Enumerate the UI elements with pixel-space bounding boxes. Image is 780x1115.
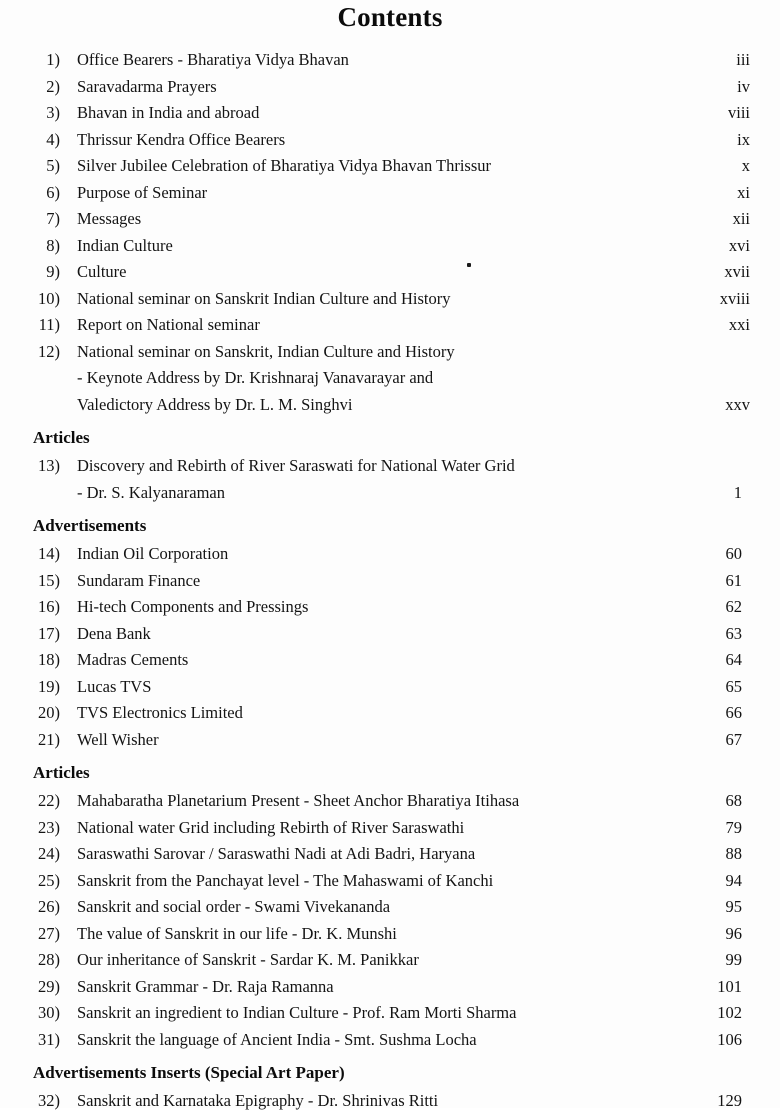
toc-entry-page-number: 106 [717, 1029, 742, 1049]
toc-entry[interactable] [0, 1088, 780, 1115]
toc-entry-title-line: Messages [77, 209, 142, 228]
toc-entry-number: 9) [46, 262, 60, 281]
toc-entry-title-line: The value of Sanskrit in our life - Dr. K. Munshi [77, 923, 397, 943]
toc-entry-subtitle-line: - Dr. S. Kalyanaraman [77, 482, 225, 502]
toc-entry-page-number: xi [737, 182, 750, 202]
toc-entry-page-number: 1 [733, 482, 742, 502]
toc-entry-title [60, 647, 646, 674]
toc-entry-page-number: 94 [725, 870, 742, 890]
toc-entry[interactable] [0, 594, 780, 621]
toc-entry-title [60, 206, 654, 233]
toc-entry[interactable] [0, 947, 780, 974]
toc-entry-number: 4) [46, 129, 60, 149]
toc-entry-title [60, 921, 646, 948]
toc-entry-title [60, 100, 654, 127]
table-of-contents [0, 47, 780, 1115]
toc-entry-page-number: xxv [725, 394, 750, 414]
toc-entry[interactable] [0, 100, 780, 127]
toc-entry-title [60, 815, 646, 842]
toc-entry[interactable] [0, 841, 780, 868]
toc-entry-title-line: Dena Bank [77, 623, 151, 643]
toc-entry-page-number: 62 [725, 597, 742, 616]
toc-entry-page-number: 79 [725, 817, 742, 837]
toc-entry-number: 15) [38, 570, 60, 590]
toc-entry-page-number: 102 [717, 1003, 742, 1022]
toc-entry-page-number: 65 [725, 676, 742, 696]
toc-entry-title [60, 153, 654, 180]
toc-entry-page-number: 64 [725, 650, 742, 669]
toc-entry[interactable] [0, 974, 780, 1001]
toc-entry-page-number: 68 [725, 791, 742, 810]
toc-entry[interactable] [0, 286, 780, 313]
toc-entry-title [60, 674, 646, 701]
toc-entry-title-line: TVS Electronics Limited [77, 703, 243, 722]
toc-entry-title-line: Sanskrit from the Panchayat level - The Mahaswami of Kanchi [77, 870, 494, 890]
toc-entry-title [60, 339, 654, 419]
toc-entry-title [60, 868, 646, 895]
toc-entry-number: 11) [38, 315, 60, 334]
toc-entry-title-line: Silver Jubilee Celebration of Bharatiya Vidya Bhavan Thrissur [77, 156, 492, 175]
toc-entry-page-number: xxi [728, 315, 750, 334]
toc-entry[interactable] [0, 47, 780, 74]
toc-entry-title-line: Sanskrit Grammar - Dr. Raja Ramanna [77, 976, 334, 996]
toc-entry-number: 18) [38, 650, 60, 669]
toc-entry[interactable] [0, 647, 780, 674]
toc-entry-title-line: Hi-tech Components and Pressings [77, 597, 309, 616]
toc-entry-number: 6) [46, 182, 60, 202]
toc-section-heading: Advertisements [33, 516, 147, 535]
toc-entry-title-line: Saraswathi Sarovar / Saraswathi Nadi at Adi Badri, Haryana [77, 844, 476, 863]
toc-entry-subtitle-line: Valedictory Address by Dr. L. M. Singhvi [77, 394, 353, 414]
toc-entry[interactable] [0, 180, 780, 207]
toc-entry[interactable] [0, 153, 780, 180]
toc-entry-number: 28) [38, 950, 60, 969]
toc-entry-title-line: National seminar on Sanskrit, Indian Culture and History [77, 341, 455, 361]
toc-entry-title [60, 700, 646, 727]
toc-entry-title [60, 947, 646, 974]
toc-entry-number: 19) [38, 676, 60, 696]
toc-entry-title [60, 453, 646, 506]
toc-entry-title-line: Indian Oil Corporation [77, 544, 229, 563]
toc-entry-page-number: iv [737, 76, 750, 96]
toc-entry[interactable] [0, 621, 780, 648]
toc-entry-page-number: xviii [719, 288, 750, 308]
toc-entry-title-line: Indian Culture [77, 235, 173, 255]
toc-entry[interactable] [0, 921, 780, 948]
toc-entry[interactable] [0, 894, 780, 921]
toc-entry-title [60, 1000, 646, 1027]
toc-entry-title [60, 180, 654, 207]
toc-entry-number: 32) [38, 1091, 60, 1110]
toc-entry-title-line: National water Grid including Rebirth of River Saraswathi [77, 817, 465, 837]
toc-entry-number: 16) [38, 597, 60, 616]
toc-entry-number: 21) [38, 729, 60, 749]
toc-entry[interactable] [0, 815, 780, 842]
toc-entry-title [60, 74, 654, 101]
toc-entry[interactable] [0, 1027, 780, 1054]
toc-entry-title [60, 127, 654, 154]
toc-entry-title [60, 47, 654, 74]
toc-entry[interactable] [0, 206, 780, 233]
toc-entry[interactable] [0, 674, 780, 701]
toc-entry-number: 8) [46, 235, 60, 255]
toc-entry[interactable] [0, 339, 780, 419]
toc-entry-page-number: iii [736, 50, 750, 69]
toc-entry[interactable] [0, 700, 780, 727]
toc-entry-number: 14) [38, 544, 60, 563]
toc-entry[interactable] [0, 568, 780, 595]
toc-entry-subtitle-line: - Keynote Address by Dr. Krishnaraj Vanavarayar and [77, 368, 434, 387]
toc-entry-number: 20) [38, 703, 60, 722]
toc-entry-number: 7) [46, 209, 60, 228]
toc-entry-title-line: Office Bearers - Bharatiya Vidya Bhavan [77, 50, 349, 69]
toc-entry-number: 1) [46, 50, 60, 69]
toc-entry-page-number: 129 [717, 1091, 742, 1110]
toc-entry-page-number: xvii [724, 262, 750, 281]
toc-entry-title [60, 541, 646, 568]
toc-entry-page-number: viii [727, 103, 750, 122]
toc-entry-page-number: x [741, 156, 750, 175]
toc-entry-title [60, 286, 654, 313]
toc-entry-number: 24) [38, 844, 60, 863]
toc-entry-title [60, 259, 654, 286]
toc-entry-title [60, 727, 646, 754]
toc-entry-title-line: Sanskrit the language of Ancient India - Smt. Sushma Locha [77, 1029, 477, 1049]
toc-entry-title-line: Sanskrit and social order - Swami Vivekananda [77, 897, 391, 916]
toc-section-heading: Articles [33, 763, 90, 782]
toc-entry-number: 29) [38, 976, 60, 996]
toc-entry-number: 27) [38, 923, 60, 943]
toc-entry[interactable] [0, 453, 780, 506]
toc-entry-title [60, 312, 654, 339]
toc-entry-number: 26) [38, 897, 60, 916]
page-title: Contents [337, 2, 443, 32]
toc-entry[interactable] [0, 868, 780, 895]
toc-entry-title-line: Sundaram Finance [77, 570, 201, 590]
toc-entry-title-line: Culture [77, 262, 127, 281]
toc-entry-page-number: 60 [725, 544, 742, 563]
toc-entry-page-number: 88 [725, 844, 742, 863]
toc-entry-title [60, 1088, 646, 1115]
toc-section-heading: Advertisements Inserts (Special Art Paper) [33, 1063, 345, 1082]
toc-entry[interactable] [0, 727, 780, 754]
toc-entry-title-line: Sanskrit and Karnataka Epigraphy - Dr. Shrinivas Ritti [77, 1091, 439, 1110]
toc-entry-page-number: xii [732, 209, 750, 228]
toc-entry-page-number: 95 [725, 897, 742, 916]
toc-entry-title [60, 841, 646, 868]
toc-entry-title-line: Lucas TVS [77, 676, 152, 696]
toc-entry-page-number: 96 [725, 923, 742, 943]
toc-entry-title-line: Madras Cements [77, 650, 189, 669]
toc-entry-title [60, 788, 646, 815]
toc-entry-title-line: Discovery and Rebirth of River Saraswati for National Water Grid [77, 456, 515, 475]
toc-entry-number: 31) [38, 1029, 60, 1049]
toc-entry-title [60, 568, 646, 595]
toc-entry-number: 25) [38, 870, 60, 890]
toc-entry-title-line: Saravadarma Prayers [77, 76, 217, 96]
toc-entry-number: 5) [46, 156, 60, 175]
toc-entry[interactable] [0, 1000, 780, 1027]
toc-entry-title [60, 621, 646, 648]
toc-entry-number: 30) [38, 1003, 60, 1022]
toc-entry-title-line: Report on National seminar [77, 315, 260, 334]
toc-entry[interactable] [0, 788, 780, 815]
toc-entry-title [60, 974, 646, 1001]
toc-entry-page-number: 67 [725, 729, 742, 749]
toc-entry-title-line: Sanskrit an ingredient to Indian Culture - Prof. Ram Morti Sharma [77, 1003, 517, 1022]
toc-entry-title-line: Purpose of Seminar [77, 182, 208, 202]
toc-entry-number: 12) [38, 341, 60, 361]
toc-entry-title-line: Our inheritance of Sanskrit - Sardar K. M. Panikkar [77, 950, 419, 969]
toc-entry[interactable] [0, 312, 780, 339]
toc-entry-title-line: Bhavan in India and abroad [77, 103, 260, 122]
toc-entry-number: 22) [38, 791, 60, 810]
toc-entry-number: 13) [38, 456, 60, 475]
toc-entry-title [60, 233, 654, 260]
toc-entry-title [60, 894, 646, 921]
toc-entry[interactable] [0, 233, 780, 260]
toc-entry-title-line: Well Wisher [77, 729, 159, 749]
toc-entry-page-number: ix [737, 129, 750, 149]
toc-entry-title [60, 594, 646, 621]
toc-entry-number: 2) [46, 76, 60, 96]
toc-entry-page-number: xvi [728, 235, 750, 255]
toc-entry[interactable] [0, 127, 780, 154]
toc-entry-page-number: 101 [717, 976, 742, 996]
toc-entry-page-number: 99 [725, 950, 742, 969]
toc-entry[interactable] [0, 74, 780, 101]
toc-entry-number: 3) [46, 103, 60, 122]
toc-entry[interactable] [0, 541, 780, 568]
toc-entry-number: 10) [38, 288, 60, 308]
toc-entry-number: 17) [38, 623, 60, 643]
toc-entry-title-line: National seminar on Sanskrit Indian Culture and History [77, 288, 451, 308]
toc-entry[interactable] [0, 259, 780, 286]
toc-entry-page-number: 61 [725, 570, 742, 590]
toc-entry-title-line: Thrissur Kendra Office Bearers [77, 129, 286, 149]
toc-entry-title [60, 1027, 646, 1054]
toc-entry-title-line: Mahabaratha Planetarium Present - Sheet Anchor Bharatiya Itihasa [77, 791, 520, 810]
toc-entry-number: 23) [38, 817, 60, 837]
toc-section-heading: Articles [33, 428, 90, 447]
toc-entry-page-number: 63 [725, 623, 742, 643]
toc-entry-page-number: 66 [725, 703, 742, 722]
